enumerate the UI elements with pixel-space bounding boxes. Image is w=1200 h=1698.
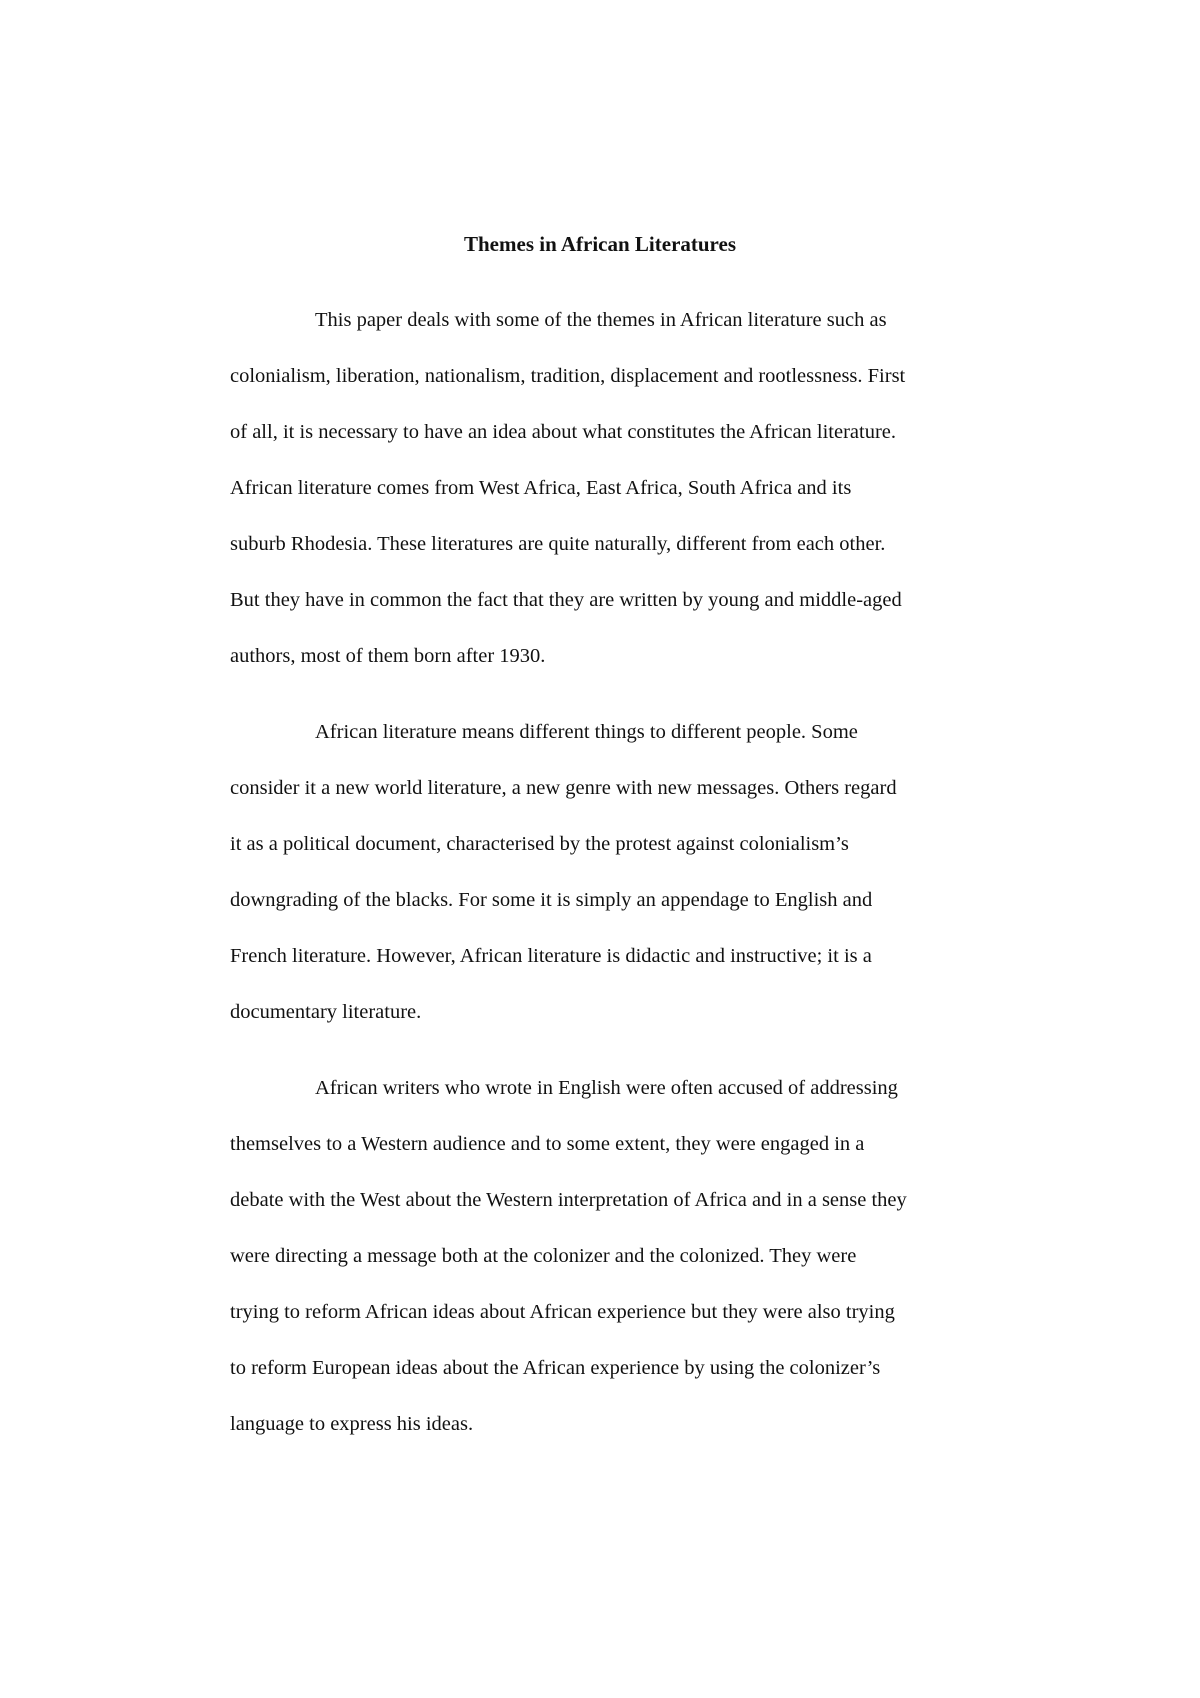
paragraph-line: documentary literature. xyxy=(230,1001,422,1023)
paragraph-line: to reform European ideas about the African experience by using the colonizer’s xyxy=(230,1357,881,1379)
paragraph-line: consider it a new world literature, a new genre with new messages. Others regard xyxy=(230,777,897,799)
paragraph-line: But they have in common the fact that they are written by young and middle-aged xyxy=(230,589,902,611)
paragraph-line: of all, it is necessary to have an idea about what constitutes the African literature. xyxy=(230,421,897,443)
paragraph-line: colonialism, liberation, nationalism, tradition, displacement and rootlessness. First xyxy=(230,365,906,387)
paragraph-line: African writers who wrote in English were often accused of addressing xyxy=(315,1077,898,1099)
paragraph-line: authors, most of them born after 1930. xyxy=(230,645,546,667)
document-title: Themes in African Literatures xyxy=(464,232,736,256)
paragraph-line: themselves to a Western audience and to some extent, they were engaged in a xyxy=(230,1133,865,1155)
paragraph-line: French literature. However, African literature is didactic and instructive; it is a xyxy=(230,945,872,967)
paragraph-line: trying to reform African ideas about African experience but they were also trying xyxy=(230,1301,895,1323)
paragraph-line: downgrading of the blacks. For some it is simply an appendage to English and xyxy=(230,889,873,911)
paragraph-line: language to express his ideas. xyxy=(230,1413,474,1435)
paragraph-line: it as a political document, characterised by the protest against colonialism’s xyxy=(230,833,849,855)
paragraph-line: This paper deals with some of the themes in African literature such as xyxy=(315,309,887,331)
paragraph-line: African literature means different things to different people. Some xyxy=(315,721,858,743)
paragraph-line: suburb Rhodesia. These literatures are quite naturally, different from each other. xyxy=(230,533,886,555)
paragraph-line: were directing a message both at the colonizer and the colonized. They were xyxy=(230,1245,857,1267)
paragraph-line: debate with the West about the Western interpretation of Africa and in a sense they xyxy=(230,1189,907,1211)
paragraph-line: African literature comes from West Africa, East Africa, South Africa and its xyxy=(230,477,852,499)
